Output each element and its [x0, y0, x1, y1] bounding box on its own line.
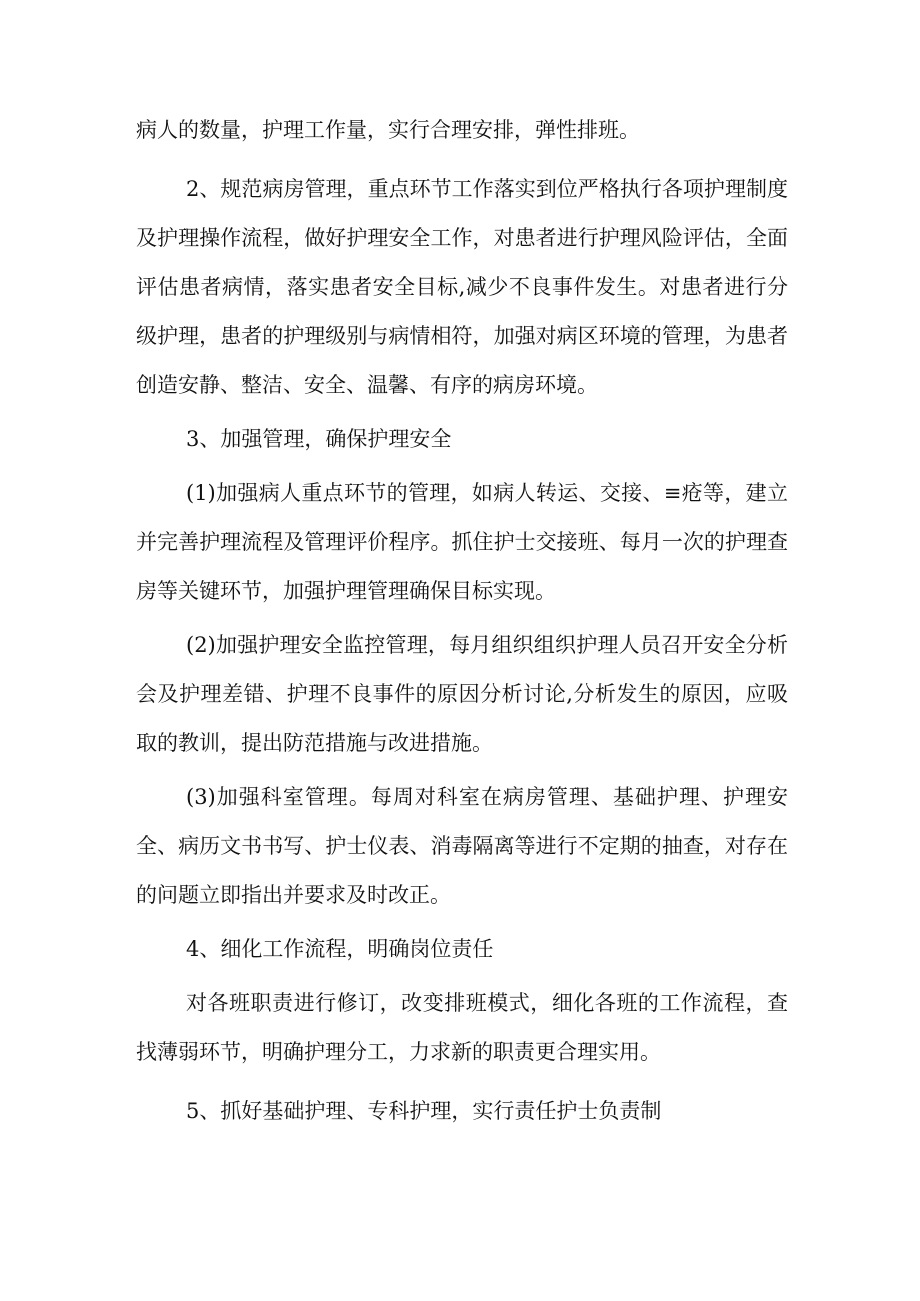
- paragraph-section-2: 2、规范病房管理，重点环节工作落实到位严格执行各项护理制度及护理操作流程，做好护理安全工作，对患者进行护理风险评估，全面评估患者病情，落实患者安全目标,减少不良事件发生。对患者进行分级护理，患者的护理级别与病情相符，加强对病区环境的管理，为患者创造安静、整洁、安全、温馨、有序的病房环境。: [136, 177, 788, 397]
- paragraph-item-2: (2)加强护理安全监控管理，每月组织组织护理人员召开安全分析会及护理差错、护理不良事件的原因分析讨论,分析发生的原因，应吸取的教训，提出防范措施与改进措施。: [136, 633, 788, 755]
- paragraph-section-4-body: 对各班职责进行修订，改变排班模式，细化各班的工作流程，查找薄弱环节，明确护理分工，力求新的职责更合理实用。: [136, 991, 788, 1064]
- paragraph-item-1: (1)加强病人重点环节的管理，如病人转运、交接、≡疮等，建立并完善护理流程及管理评价程序。抓住护士交接班、每月一次的护理查房等关键环节，加强护理管理确保目标实现。: [136, 481, 788, 603]
- document-body: [136, 106, 788, 1136]
- paragraph-continuation: 病人的数量，护理工作量，实行合理安排，弹性排班。: [136, 118, 640, 142]
- heading-section-4: 4、细化工作流程，明确岗位责任: [186, 937, 494, 961]
- heading-section-3: 3、加强管理，确保护理安全: [186, 427, 452, 451]
- paragraph-item-3: (3)加强科室管理。每周对科室在病房管理、基础护理、护理安全、病历文书书写、护士仪表、消毒隔离等进行不定期的抽查，对存在的问题立即指出并要求及时改正。: [136, 785, 788, 907]
- heading-section-5: 5、抓好基础护理、专科护理，实行责任护士负责制: [186, 1099, 662, 1123]
